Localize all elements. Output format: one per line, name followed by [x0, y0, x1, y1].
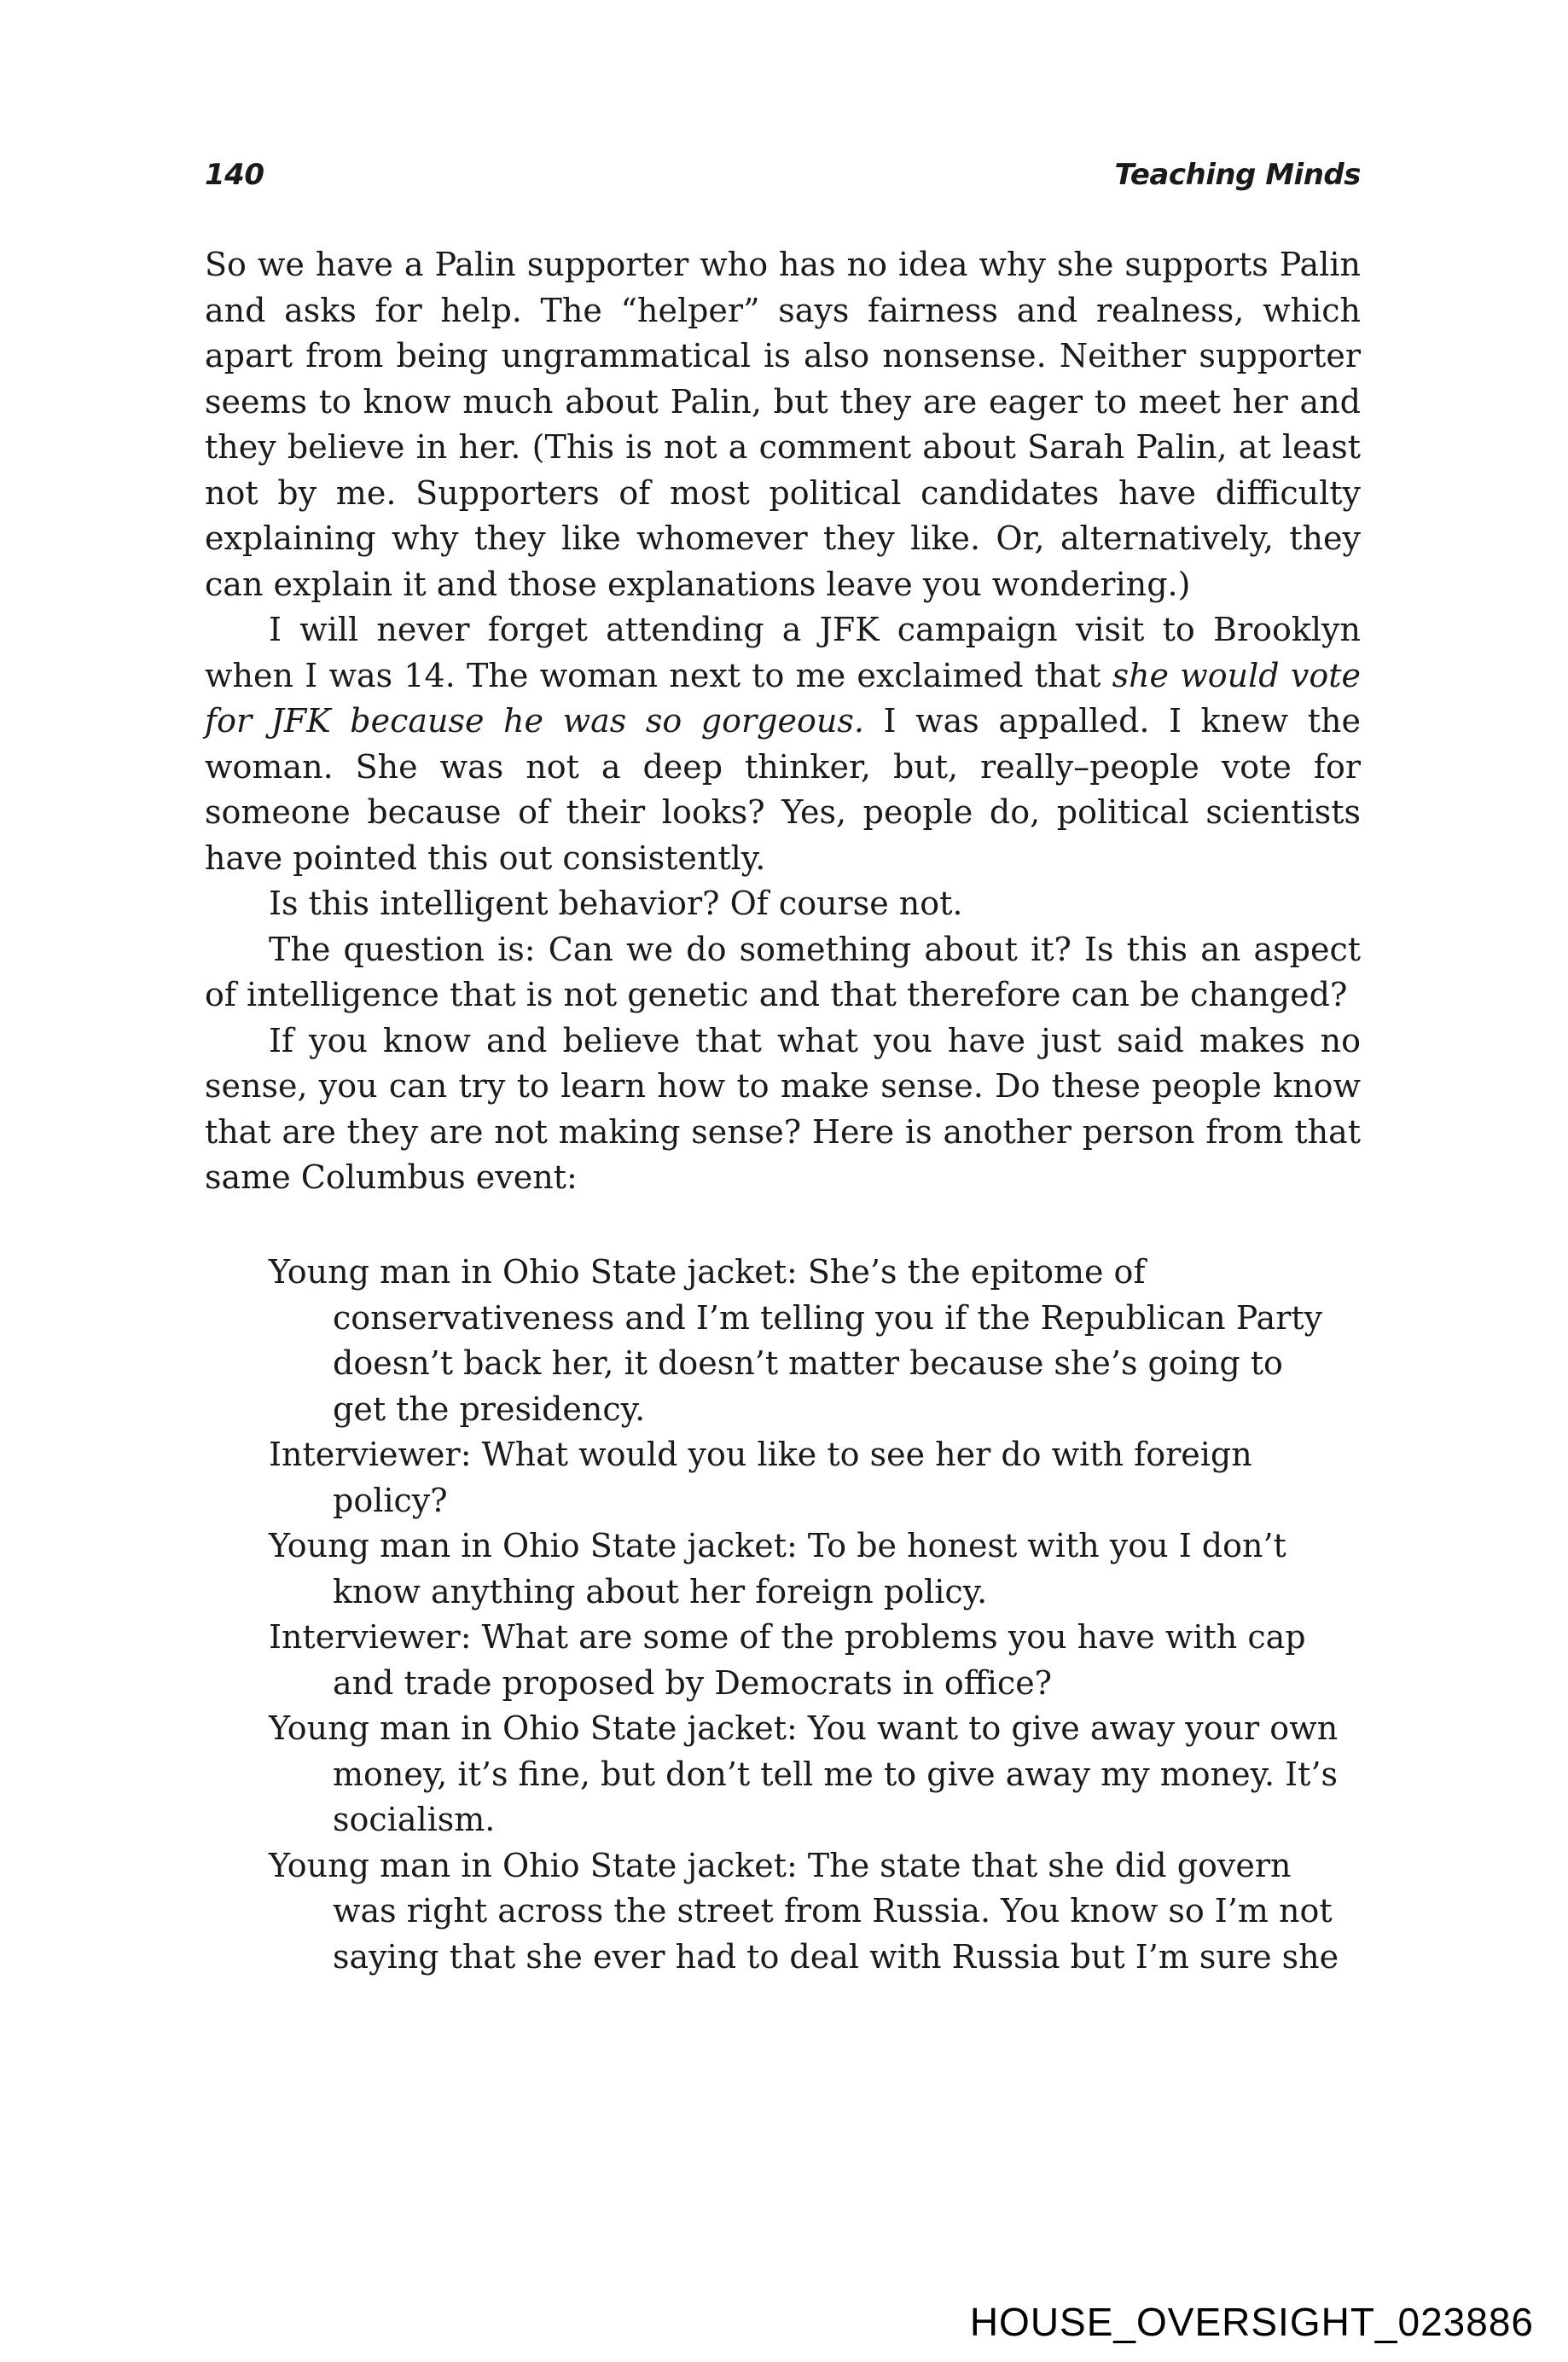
body-text [205, 242, 1361, 1201]
page-number: 140 [205, 158, 264, 192]
paragraph: So we have a Palin supporter who has no idea why she supports Palin and asks for help. The “helper” says fairness and realness, which apart from being ungrammatical is also nonsense. Neither supporter seems to know much about Palin, but they are eager to meet her and they believe in her. (This is not a comment about Sarah Palin, at least not by me. Supporters of most political candidates have difficulty explaining why they like whomever they like. Or, alternatively, they can explain it and those explanations leave you wondering.) [205, 246, 1361, 603]
interview-transcript [269, 1250, 1344, 1980]
italic-quote: she would vote for JFK because he was so gorgeous. [205, 656, 1361, 740]
paragraph: The question is: Can we do something about it? Is this an aspect of intelligence that is not genetic and that therefore can be changed? [205, 930, 1361, 1013]
paragraph [205, 607, 1361, 881]
dialogue-line: Interviewer: What would you like to see her do with foreign policy? [269, 1436, 1252, 1519]
paragraph-text: I was appalled. I knew the woman. She was not a deep thinker, but, really–people vote for someone because of their looks? Yes, people do, political scientists have pointed this out consistently. [205, 702, 1362, 877]
running-head [205, 158, 1361, 200]
paragraph-text: I will never forget attending a JFK campaign visit to Brooklyn when I was 14. The woman next to me exclaimed that [205, 611, 1361, 694]
paragraph: Is this intelligent behavior? Of course not. [269, 885, 963, 922]
paragraph: If you know and believe that what you have just said makes no sense, you can try to learn how to make sense. Do these people know that are they are not making sense? Here is another person from that same Columbus event: [205, 1021, 1361, 1196]
book-title: Teaching Minds [1114, 158, 1361, 192]
bates-number: HOUSE_OVERSIGHT_023886 [969, 2300, 1534, 2344]
dialogue-line: Young man in Ohio State jacket: She’s the epitome of conservativeness and I’m telling you if the Republican Party doesn’t back her, it doesn’t matter because she’s going to get the presidency. [269, 1253, 1323, 1428]
dialogue-line: Young man in Ohio State jacket: To be honest with you I don’t know anything about her foreign policy. [269, 1527, 1286, 1610]
dialogue-line: Interviewer: What are some of the problems you have with cap and trade proposed by Democrats in office? [269, 1618, 1306, 1702]
dialogue-line: Young man in Ohio State jacket: The state that she did govern was right across the street from Russia. You know so I’m not saying that she ever had to deal with Russia but I’m sure she [269, 1846, 1339, 1976]
dialogue-line: Young man in Ohio State jacket: You want to give away your own money, it’s fine, but don’t tell me to give away my money. It’s socialism. [269, 1709, 1339, 1838]
